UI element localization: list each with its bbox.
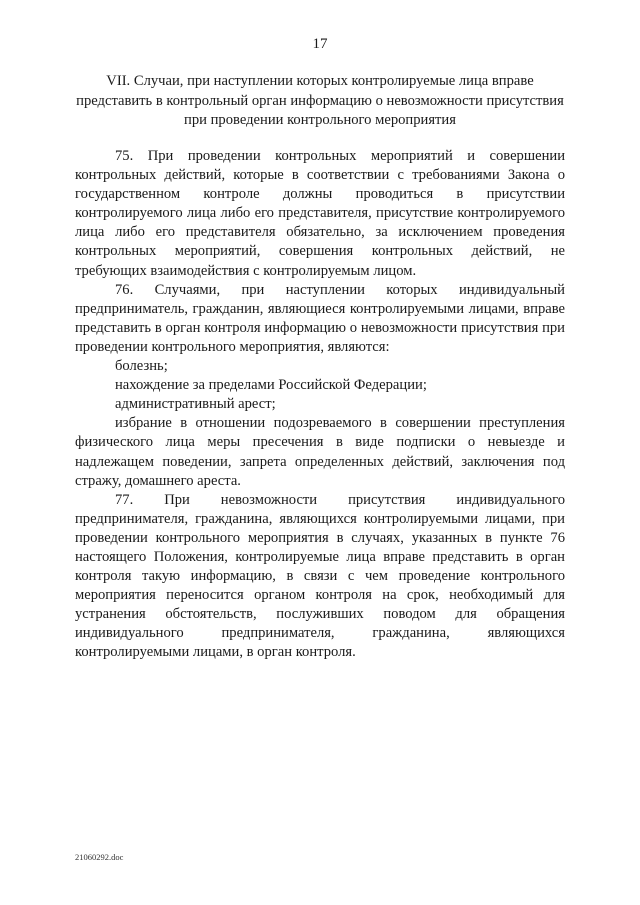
list-item-illness: болезнь; (115, 358, 168, 375)
footer-filename: 21060292.doc (75, 852, 124, 862)
body-text (75, 147, 565, 663)
list-item-arrest: административный арест; (115, 396, 276, 413)
paragraph-77: 77. При невозможности присутствия индивидуального предпринимателя, гражданина, являющихся контролируемыми лицами, при проведении контрольного мероприятия в случаях, указанных в пункте 76 настоящего Положения, контролируемые лица вправе представить в орган контроля такую информацию, в связи с чем проведение контрольного мероприятия переносится органом контроля на срок, необходимый для устранения обстоятельств, послуживших поводом для обращения индивидуального предпринимателя, гражданина, являющихся контролируемыми лицами, в орган контроля. (75, 491, 565, 661)
page-number: 17 (312, 36, 328, 52)
paragraph-75: 75. При проведении контрольных мероприятий и совершении контрольных действий, которые в соответствии с требованиями Закона о государственном контроле должны проводиться в присутствии контролируемого лица либо его представителя, присутствие контролируемого лица либо его представителя обязательно, за исключением проведения контрольных мероприятий, совершения контрольных действий, не требующих взаимодействия с контролируемым лицом. (75, 148, 565, 279)
paragraph-76: 76. Случаями, при наступлении которых индивидуальный предприниматель, гражданин, являющиеся контролируемыми лицами, вправе представить в орган контроля информацию о невозможности присутствия при проведении контрольного мероприятия, являются: (75, 281, 565, 355)
list-item-abroad: нахождение за пределами Российской Федерации; (115, 377, 427, 394)
list-item-preventive-measure: избрание в отношении подозреваемого в совершении преступления физического лица меры пресечения в виде подписки о невыезде и надлежащем поведении, запрета определенных действий, заключения под стражу, домашнего ареста. (75, 415, 565, 489)
section-title: VII. Случаи, при наступлении которых контролируемые лица вправе представить в контрольный орган информацию о невозможности присутствия при проведении контрольного мероприятия (76, 73, 564, 128)
